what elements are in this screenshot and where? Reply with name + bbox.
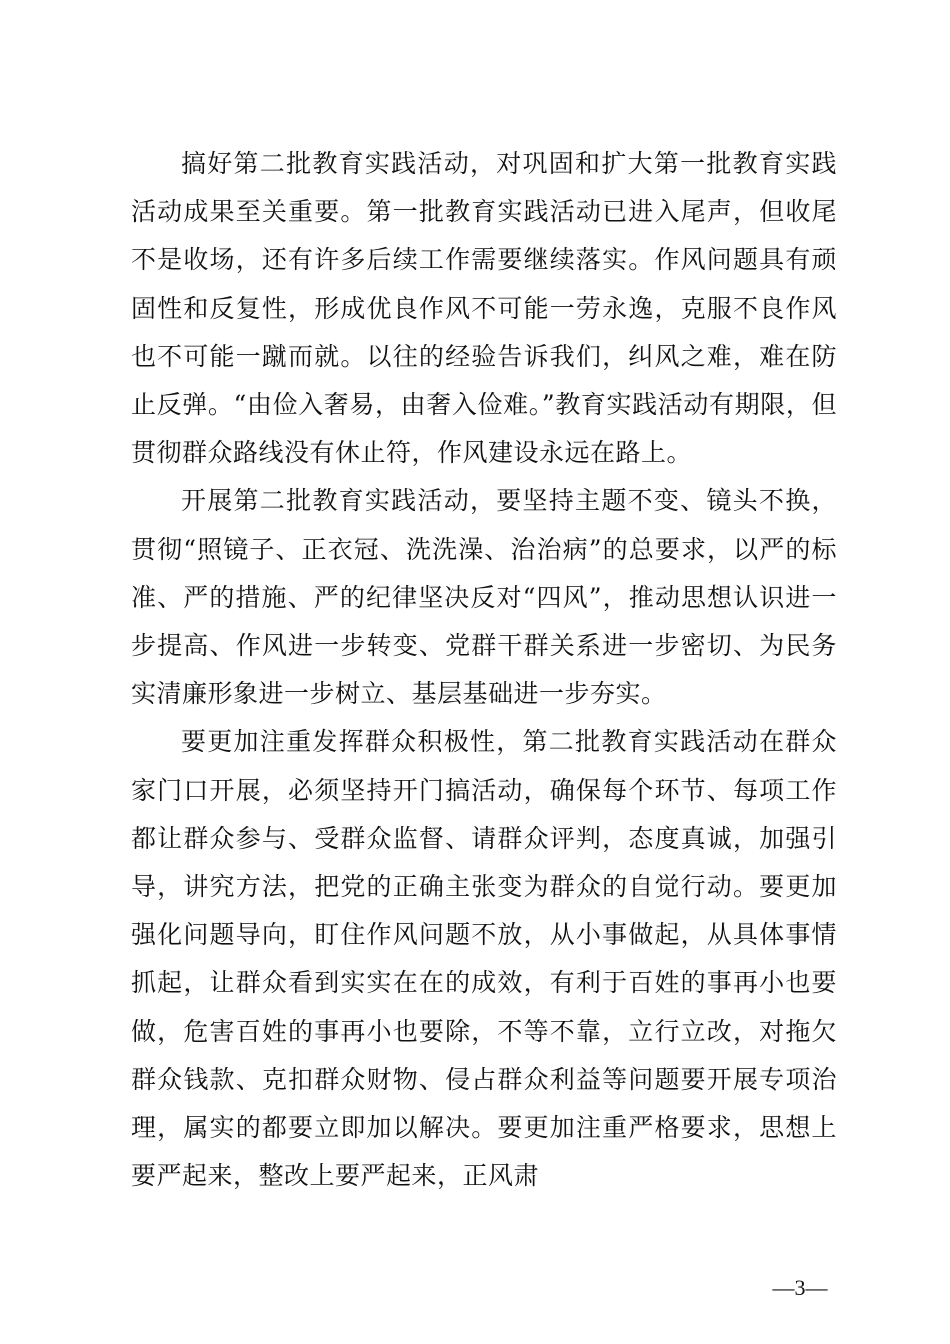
- document-body: [131, 140, 837, 1200]
- paragraph-1: 搞好第二批教育实践活动，对巩固和扩大第一批教育实践活动成果至关重要。第一批教育实践活动已进入尾声，但收尾不是收场，还有许多后续工作需要继续落实。作风问题具有顽固性和反复性，形成优良作风不可能一劳永逸，克服不良作风也不可能一蹴而就。以往的经验告诉我们，纠风之难，难在防止反弹。“由俭入奢易，由奢入俭难。”教育实践活动有期限，但贯彻群众路线没有休止符，作风建设永远在路上。: [131, 149, 837, 468]
- paragraph-2: 开展第二批教育实践活动，要坚持主题不变、镜头不换，贯彻“照镜子、正衣冠、洗洗澡、治治病”的总要求，以严的标准、严的措施、严的纪律坚决反对“四风”，推动思想认识进一步提高、作风进一步转变、党群干群关系进一步密切、为民务实清廉形象进一步树立、基层基础进一步夯实。: [131, 486, 837, 709]
- page-number: —3—: [772, 1275, 828, 1300]
- paragraph-3: 要更加注重发挥群众积极性，第二批教育实践活动在群众家门口开展，必须坚持开门搞活动，确保每个环节、每项工作都让群众参与、受群众监督、请群众评判，态度真诚，加强引导，讲究方法，把党的正确主张变为群众的自觉行动。要更加强化问题导向，盯住作风问题不放，从小事做起，从具体事情抓起，让群众看到实实在在的成效，有利于百姓的事再小也要做，危害百姓的事再小也要除，不等不靠，立行立改，对拖欠群众钱款、克扣群众财物、侵占群众利益等问题要开展专项治理，属实的都要立即加以解决。要更加注重严格要求，思想上要严起来，整改上要严起来，正风肃: [131, 727, 837, 1191]
